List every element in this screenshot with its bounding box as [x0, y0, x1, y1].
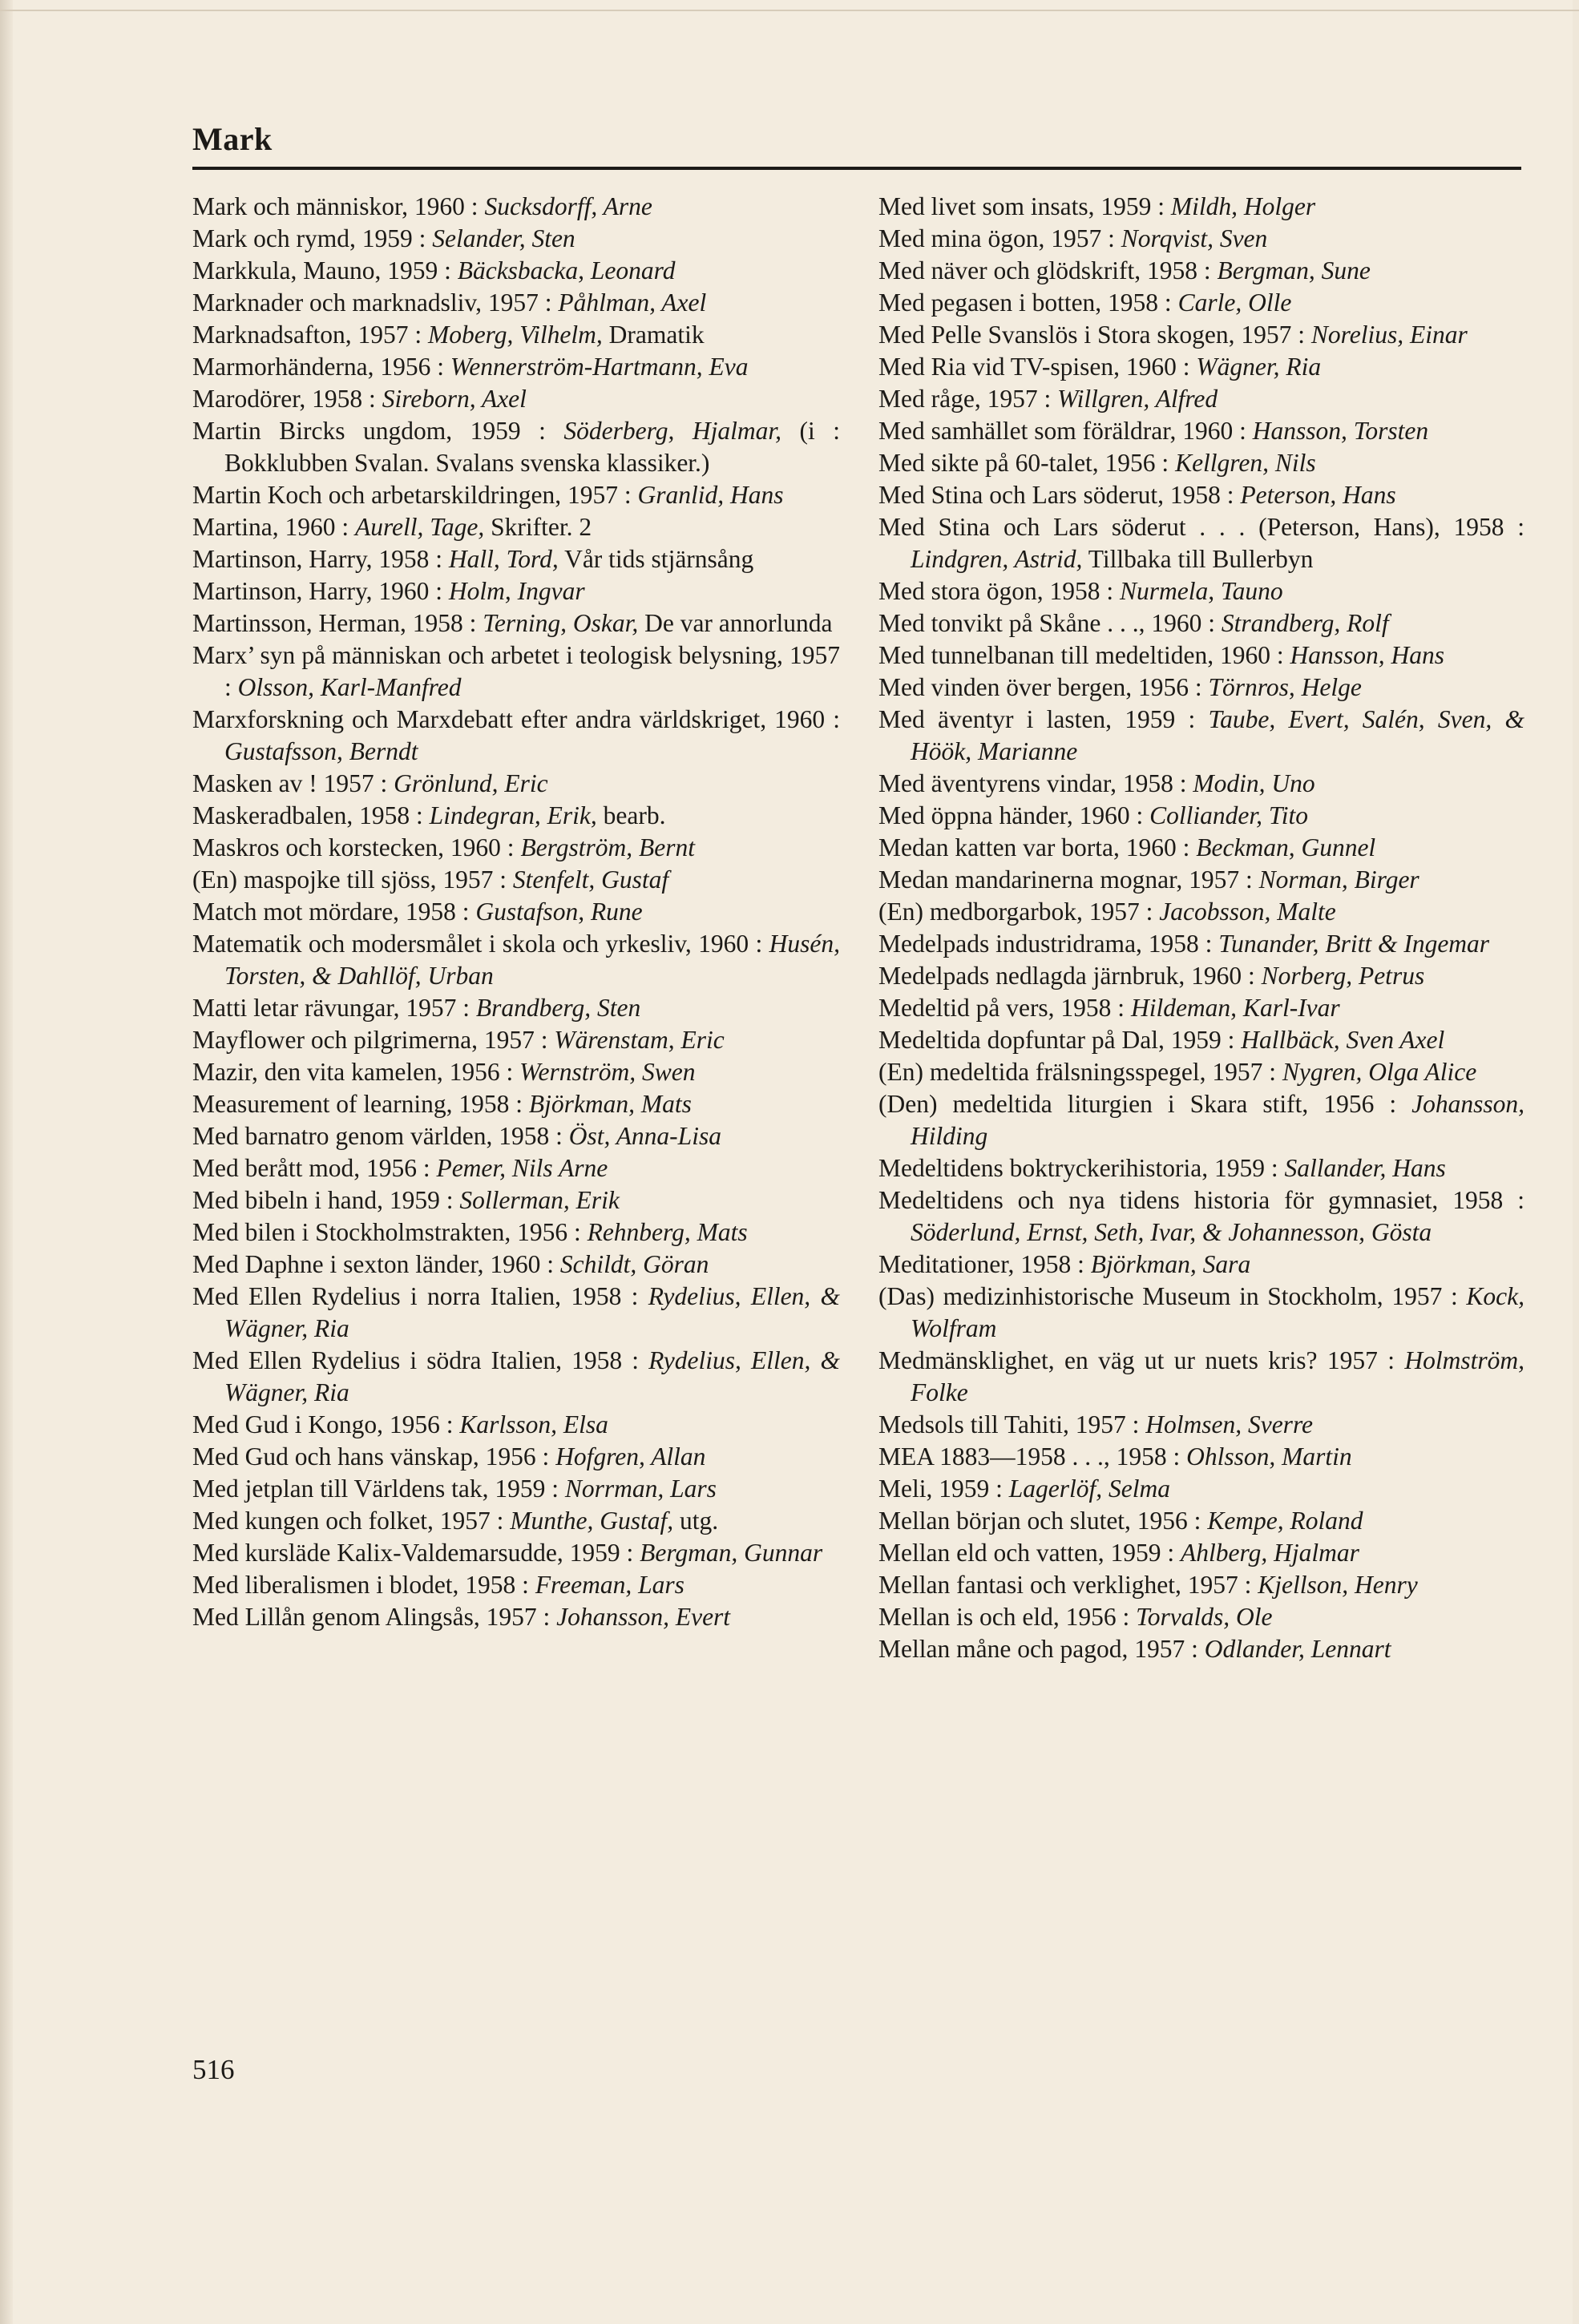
entry-author: Jacobsson, Malte [1159, 898, 1336, 926]
index-entry [192, 1409, 840, 1441]
entry-author: Holmström, Folke [911, 1346, 1524, 1406]
entry-title: Med sikte på 60-talet, 1956 : [878, 449, 1176, 477]
index-entry [192, 864, 840, 896]
index-entry [878, 800, 1524, 832]
index-entry [878, 1024, 1524, 1056]
entry-title: Markkula, Mauno, 1959 : [192, 256, 458, 284]
entry-author: Peterson, Hans [1240, 481, 1396, 509]
entry-title: Med liberalismen i blodet, 1958 : [192, 1571, 535, 1599]
index-entry [878, 1345, 1524, 1409]
index-entry [878, 1505, 1524, 1537]
entry-title: Maskeradbalen, 1958 : [192, 801, 430, 829]
index-entry [192, 800, 840, 832]
index-entry [192, 1088, 840, 1120]
entry-author: Lindegran, Erik, [429, 801, 597, 829]
entry-title: Med vinden över bergen, 1956 : [878, 673, 1209, 701]
entry-title: Medeltida dopfuntar på Dal, 1959 : [878, 1026, 1242, 1054]
index-entry [192, 191, 840, 223]
entry-title: Med Gud i Kongo, 1956 : [192, 1410, 460, 1438]
index-entry [192, 1473, 840, 1505]
entry-title: Med Lillån genom Alingsås, 1957 : [192, 1603, 557, 1631]
entry-title: Medelpads nedlagda järnbruk, 1960 : [878, 962, 1262, 990]
index-entry [878, 1633, 1524, 1665]
index-entry [878, 640, 1524, 672]
entry-author: Moberg, Vilhelm, [427, 321, 603, 349]
index-entry [878, 351, 1524, 383]
entry-author: Torvalds, Ole [1136, 1603, 1273, 1631]
index-entry [878, 928, 1524, 960]
index-entry [192, 415, 840, 479]
running-heading: Mark [192, 121, 273, 157]
index-entry [878, 1569, 1524, 1601]
entry-title: Med pegasen i botten, 1958 : [878, 288, 1178, 317]
index-entry [192, 511, 840, 543]
index-entry [192, 1184, 840, 1216]
entry-title: Meli, 1959 : [878, 1475, 1009, 1503]
index-entry [878, 287, 1524, 319]
entry-author: Carle, Olle [1177, 288, 1292, 317]
index-entry [192, 1249, 840, 1281]
entry-note: Tillbaka till Bullerbyn [1082, 545, 1314, 573]
entry-note: Vår tids stjärnsång [558, 545, 754, 573]
entry-note: utg. [673, 1507, 719, 1535]
index-entry [192, 896, 840, 928]
entry-title: Maskros och korstecken, 1960 : [192, 833, 521, 861]
entry-author: Grönlund, Eric [394, 769, 548, 797]
index-entry [878, 1056, 1524, 1088]
entry-author: Bergström, Bernt [520, 833, 695, 861]
index-entry [192, 992, 840, 1024]
entry-author: Aurell, Tage, [354, 513, 485, 541]
entry-author: Sireborn, Axel [382, 385, 527, 413]
entry-author: Brandberg, Sten [475, 994, 641, 1022]
entry-title: Mellan början och slutet, 1956 : [878, 1507, 1208, 1535]
index-entry [878, 832, 1524, 864]
entry-title: Mark och människor, 1960 : [192, 192, 485, 220]
index-entry [878, 672, 1524, 704]
entry-title: Med råge, 1957 : [878, 385, 1058, 413]
entry-title: Med berått mod, 1956 : [192, 1154, 437, 1182]
entry-author: Pemer, Nils Arne [436, 1154, 608, 1182]
entry-title: Marmorhänderna, 1956 : [192, 353, 450, 381]
entry-author: Granlid, Hans [637, 481, 784, 509]
entry-title: Med Gud och hans vänskap, 1956 : [192, 1442, 556, 1471]
entry-title: Med näver och glödskrift, 1958 : [878, 256, 1218, 284]
entry-title: Med kursläde Kalix-Valdemarsudde, 1959 : [192, 1539, 640, 1567]
entry-note: Dramatik [602, 321, 705, 349]
index-entry [192, 383, 840, 415]
entry-title: Med livet som insats, 1959 : [878, 192, 1171, 220]
entry-author: Selander, Sten [432, 224, 575, 252]
entry-title: Mark och rymd, 1959 : [192, 224, 433, 252]
entry-author: Wärenstam, Eric [554, 1026, 725, 1054]
entry-title: Med äventyrens vindar, 1958 : [878, 769, 1193, 797]
entry-author: Olsson, Karl-Manfred [237, 673, 462, 701]
index-entry [192, 223, 840, 255]
entry-author: Söderlund, Ernst, Seth, Ivar, & Johannesson, Gösta [911, 1218, 1432, 1246]
entry-author: Stenfelt, Gustaf [512, 865, 669, 894]
entry-author: Colliander, Tito [1149, 801, 1308, 829]
entry-author: Norelius, Einar [1310, 321, 1468, 349]
entry-author: Tunander, Britt & Ingemar [1218, 930, 1490, 958]
entry-author: Öst, Anna-Lisa [568, 1122, 721, 1150]
index-entry [878, 223, 1524, 255]
index-entry [192, 1216, 840, 1249]
entry-author: Taube, Evert, Salén, Sven, & Höök, Marianne [911, 705, 1524, 765]
entry-title: Med stora ögon, 1958 : [878, 577, 1120, 605]
index-entry [878, 415, 1524, 447]
entry-title: Matematik och modersmålet i skola och yrkesliv, 1960 : [192, 930, 769, 958]
entry-title: Mellan fantasi och verklighet, 1957 : [878, 1571, 1258, 1599]
entry-title: Mellan måne och pagod, 1957 : [878, 1635, 1205, 1663]
entry-author: Munthe, Gustaf, [510, 1507, 674, 1535]
index-entry [192, 1505, 840, 1537]
index-entry [192, 479, 840, 511]
index-entry [878, 768, 1524, 800]
entry-author: Schildt, Göran [559, 1250, 709, 1278]
index-entry [192, 287, 840, 319]
entry-author: Påhlman, Axel [558, 288, 707, 317]
index-entry [878, 191, 1524, 223]
entry-title: Martin Bircks ungdom, 1959 : [192, 417, 564, 445]
entry-author: Sollerman, Erik [459, 1186, 620, 1214]
entry-author: Rydelius, Ellen, & Wägner, Ria [224, 1346, 841, 1406]
entry-author: Lindgren, Astrid, [911, 545, 1083, 573]
index-entry [878, 1152, 1524, 1184]
entry-title: Med barnatro genom världen, 1958 : [192, 1122, 569, 1150]
entry-author: Wägner, Ria [1196, 353, 1322, 381]
entry-title: Marx’ syn på människan och arbetet i teologisk belysning, 1957 : [192, 641, 840, 701]
index-entry [192, 255, 840, 287]
entry-title: (En) medeltida frälsningsspegel, 1957 : [878, 1058, 1282, 1086]
entry-title: Marodörer, 1958 : [192, 385, 382, 413]
entry-title: Masken av ! 1957 : [192, 769, 394, 797]
entry-author: Norqvist, Sven [1121, 224, 1268, 252]
entry-title: Med öppna händer, 1960 : [878, 801, 1150, 829]
entry-author: Wernström, Swen [519, 1058, 696, 1086]
entry-title: Marxforskning och Marxdebatt efter andra världskriget, 1960 : [192, 705, 840, 733]
index-entry [878, 1184, 1524, 1249]
entry-title: Med Ellen Rydelius i södra Italien, 1958 : [192, 1346, 649, 1374]
entry-title: Marknadsafton, 1957 : [192, 321, 428, 349]
entry-author: Törnros, Helge [1208, 673, 1362, 701]
entry-note: (i : Bokklubben Svalan. Svalans svenska klassiker.) [224, 417, 841, 477]
entry-title: Med Ellen Rydelius i norra Italien, 1958 : [192, 1282, 648, 1310]
index-entry [878, 255, 1524, 287]
entry-author: Nurmela, Tauno [1119, 577, 1283, 605]
index-entry [192, 607, 840, 640]
index-entry [878, 1601, 1524, 1633]
entry-author: Kellgren, Nils [1175, 449, 1316, 477]
entry-title: Medmänsklighet, en väg ut ur nuets kris? 1957 : [878, 1346, 1405, 1374]
index-entry [192, 1281, 840, 1345]
entry-author: Kempe, Roland [1207, 1507, 1363, 1535]
index-entry [878, 1473, 1524, 1505]
index-entry [878, 511, 1524, 575]
entry-title: Medan mandarinerna mognar, 1957 : [878, 865, 1259, 894]
entry-title: (Den) medeltida liturgien i Skara stift, 1956 : [878, 1090, 1412, 1118]
index-entry [192, 543, 840, 575]
entry-title: Medan katten var borta, 1960 : [878, 833, 1197, 861]
entry-title: MEA 1883—1958 . . ., 1958 : [878, 1442, 1187, 1471]
index-entry [192, 351, 840, 383]
index-entry [192, 1537, 840, 1569]
entry-note: De var annorlunda [638, 609, 833, 637]
entry-author: Mildh, Holger [1170, 192, 1316, 220]
entry-title: Med bilen i Stockholmstrakten, 1956 : [192, 1218, 588, 1246]
binding-shadow [0, 0, 13, 2324]
index-entry [192, 928, 840, 992]
entry-author: Bäcksbacka, Leonard [457, 256, 676, 284]
index-entry [878, 1441, 1524, 1473]
index-entry [878, 607, 1524, 640]
entry-author: Wennerström-Hartmann, Eva [450, 353, 749, 381]
left-column [192, 191, 840, 1633]
entry-author: Björkman, Sara [1090, 1250, 1251, 1278]
entry-author: Söderberg, Hjalmar, [563, 417, 781, 445]
entry-title: Mayflower och pilgrimerna, 1957 : [192, 1026, 555, 1054]
entry-title: Martinson, Harry, 1960 : [192, 577, 449, 605]
entry-author: Sucksdorff, Arne [484, 192, 652, 220]
index-entry [192, 1345, 840, 1409]
index-entry [192, 768, 840, 800]
entry-author: Terning, Oskar, [483, 609, 639, 637]
index-entry [878, 896, 1524, 928]
entry-author: Norberg, Petrus [1261, 962, 1425, 990]
index-entry [192, 1056, 840, 1088]
index-entry [192, 1024, 840, 1056]
index-entry [878, 479, 1524, 511]
index-entry [192, 704, 840, 768]
entry-author: Björkman, Mats [528, 1090, 692, 1118]
index-entry [192, 1569, 840, 1601]
entry-author: Norrman, Lars [564, 1475, 717, 1503]
index-entry [192, 1601, 840, 1633]
index-entry [878, 864, 1524, 896]
entry-title: Med Daphne i sexton länder, 1960 : [192, 1250, 560, 1278]
entry-title: Medeltid på vers, 1958 : [878, 994, 1131, 1022]
heading-rule [192, 167, 1521, 170]
entry-title: Martina, 1960 : [192, 513, 355, 541]
entry-title: Match mot mördare, 1958 : [192, 898, 476, 926]
entry-title: Martin Koch och arbetarskildringen, 1957 : [192, 481, 638, 509]
entry-author: Willgren, Alfred [1057, 385, 1218, 413]
entry-author: Kjellson, Henry [1258, 1571, 1418, 1599]
entry-title: (En) medborgarbok, 1957 : [878, 898, 1160, 926]
entry-author: Sallander, Hans [1284, 1154, 1446, 1182]
entry-author: Odlander, Lennart [1204, 1635, 1391, 1663]
index-entry [878, 992, 1524, 1024]
entry-author: Rydelius, Ellen, & Wägner, Ria [224, 1282, 840, 1342]
entry-author: Holmsen, Sverre [1145, 1410, 1314, 1438]
entry-author: Hallbäck, Sven Axel [1241, 1026, 1445, 1054]
entry-author: Hildeman, Karl-Ivar [1130, 994, 1340, 1022]
index-entry [878, 704, 1524, 768]
entry-note: Skrifter. 2 [484, 513, 592, 541]
index-entry [878, 1088, 1524, 1152]
entry-author: Husén, Torsten, & Dahllöf, Urban [224, 930, 840, 990]
entry-title: Medsols till Tahiti, 1957 : [878, 1410, 1146, 1438]
index-entry [878, 383, 1524, 415]
entry-title: Measurement of learning, 1958 : [192, 1090, 529, 1118]
index-entry [192, 1152, 840, 1184]
entry-author: Hall, Tord, [448, 545, 559, 573]
entry-author: Gustafson, Rune [475, 898, 643, 926]
entry-title: Med kungen och folket, 1957 : [192, 1507, 511, 1535]
index-entry [192, 575, 840, 607]
entry-author: Modin, Uno [1193, 769, 1315, 797]
page-number: 516 [192, 2054, 235, 2085]
index-entry [192, 1120, 840, 1152]
entry-author: Beckman, Gunnel [1196, 833, 1376, 861]
index-entry [878, 319, 1524, 351]
entry-title: Medelpads industridrama, 1958 : [878, 930, 1219, 958]
entry-author: Lagerlöf, Selma [1008, 1475, 1170, 1503]
entry-title: Med tonvikt på Skåne . . ., 1960 : [878, 609, 1222, 637]
entry-author: Bergman, Sune [1217, 256, 1371, 284]
entry-author: Ahlberg, Hjalmar [1181, 1539, 1359, 1567]
index-entry [878, 575, 1524, 607]
entry-title: Martinson, Harry, 1958 : [192, 545, 449, 573]
index-entry [878, 1537, 1524, 1569]
entry-author: Hansson, Torsten [1252, 417, 1429, 445]
entry-author: Bergman, Gunnar [640, 1539, 823, 1567]
entry-title: Med Stina och Lars söderut, 1958 : [878, 481, 1241, 509]
index-entry [192, 640, 840, 704]
entry-author: Karlsson, Elsa [459, 1410, 608, 1438]
entry-title: Med Ria vid TV-spisen, 1960 : [878, 353, 1197, 381]
entry-title: Med tunnelbanan till medeltiden, 1960 : [878, 641, 1290, 669]
entry-title: Matti letar rävungar, 1957 : [192, 994, 476, 1022]
entry-title: Medeltidens och nya tidens historia för gymnasiet, 1958 : [878, 1186, 1524, 1214]
entry-author: Johansson, Evert [556, 1603, 731, 1631]
entry-author: Hofgren, Allan [555, 1442, 706, 1471]
entry-title: Marknader och marknadsliv, 1957 : [192, 288, 559, 317]
entry-title: Med samhället som föräldrar, 1960 : [878, 417, 1253, 445]
entry-title: Mazir, den vita kamelen, 1956 : [192, 1058, 520, 1086]
entry-author: Holm, Ingvar [448, 577, 585, 605]
entry-author: Norman, Birger [1258, 865, 1419, 894]
entry-title: Meditationer, 1958 : [878, 1250, 1091, 1278]
entry-title: Mellan eld och vatten, 1959 : [878, 1539, 1181, 1567]
index-entry [878, 1249, 1524, 1281]
index-entry [192, 1441, 840, 1473]
index-entry [878, 1409, 1524, 1441]
entry-author: Hansson, Hans [1290, 641, 1445, 669]
entry-title: Medeltidens boktryckerihistoria, 1959 : [878, 1154, 1285, 1182]
entry-author: Rehnberg, Mats [587, 1218, 748, 1246]
entry-title: Martinsson, Herman, 1958 : [192, 609, 483, 637]
index-entry [192, 832, 840, 864]
entry-author: Ohlsson, Martin [1186, 1442, 1352, 1471]
entry-title: Med Stina och Lars söderut . . . (Peterson, Hans), 1958 : [878, 513, 1524, 541]
entry-title: Med jetplan till Världens tak, 1959 : [192, 1475, 565, 1503]
index-entry [878, 1281, 1524, 1345]
index-entry [878, 447, 1524, 479]
entry-title: (En) maspojke till sjöss, 1957 : [192, 865, 513, 894]
entry-title: Med äventyr i lasten, 1959 : [878, 705, 1209, 733]
entry-author: Nygren, Olga Alice [1282, 1058, 1477, 1086]
right-column [878, 191, 1524, 1665]
entry-title: (Das) medizinhistorische Museum in Stockholm, 1957 : [878, 1282, 1467, 1310]
entry-author: Freeman, Lars [535, 1571, 685, 1599]
index-entry [192, 319, 840, 351]
entry-author: Strandberg, Rolf [1221, 609, 1389, 637]
entry-author: Gustafsson, Berndt [224, 737, 418, 765]
entry-author: Johansson, Hilding [911, 1090, 1524, 1150]
entry-note: bearb. [596, 801, 666, 829]
entry-title: Med mina ögon, 1957 : [878, 224, 1121, 252]
entry-author: Kock, Wolfram [911, 1282, 1524, 1342]
top-edge-line [0, 10, 1579, 11]
entry-title: Med bibeln i hand, 1959 : [192, 1186, 460, 1214]
index-entry [878, 960, 1524, 992]
entry-title: Mellan is och eld, 1956 : [878, 1603, 1137, 1631]
entry-title: Med Pelle Svanslös i Stora skogen, 1957 : [878, 321, 1311, 349]
